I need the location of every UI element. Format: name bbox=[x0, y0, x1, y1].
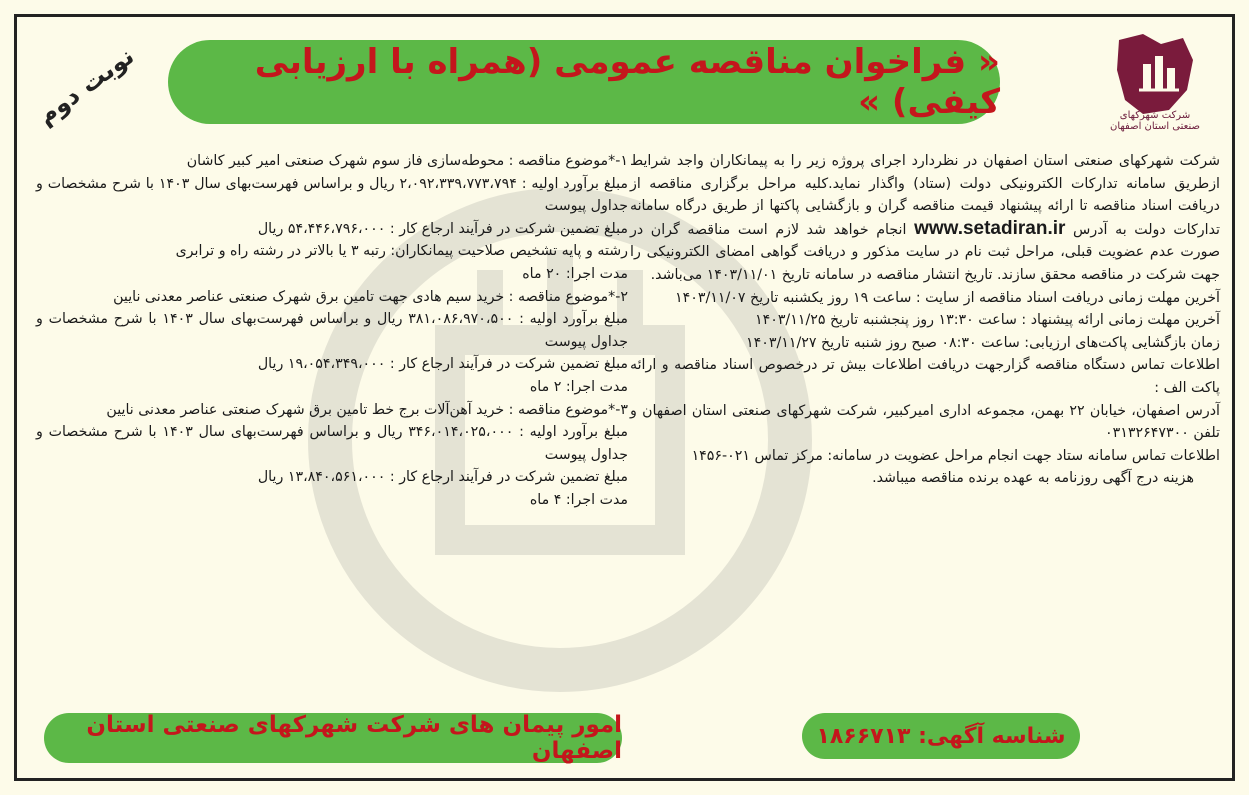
opening-time: زمان بازگشایی پاکت‌های ارزیابی: ساعت ۰۸:۳۰ صبح روز شنبه تاریخ ۱۴۰۳/۱۱/۲۷ bbox=[746, 334, 1220, 351]
intro-text-continued: انجام خواهد شد لازم است مناقصه گران در صورت عدم عضویت قبلی، مراحل ثبت نام در سایت مذکور و دریافت گواهی امضای الکترونیکی را جهت شرکت در مناقصه محقق سازند. تاریخ انتشار مناقصه در سامانه تاریخ ۱۴۰۳/۱۱/۰۱ می‌باشد. bbox=[630, 221, 1220, 283]
ad-id-banner bbox=[802, 713, 1080, 759]
right-column bbox=[630, 150, 1220, 490]
department-name: امور پیمان های شرکت شهرکهای صنعتی استان اصفهان bbox=[86, 712, 622, 764]
setad-contact: اطلاعات تماس سامانه ستاد جهت انجام مراحل عضویت در سامانه: مرکز تماس ۰۲۱-۱۴۵۶ bbox=[691, 447, 1220, 464]
tender-line: مدت اجرا: ۲ ماه bbox=[529, 378, 628, 395]
tender-line: ۲-*موضوع مناقصه : خرید سیم هادی جهت تامین برق شهرک صنعتی عناصر معدنی نایین bbox=[113, 288, 628, 305]
round-label: نوبت دوم bbox=[32, 41, 140, 131]
department-banner bbox=[44, 713, 622, 763]
company-logo bbox=[1113, 30, 1197, 120]
ad-id: شناسه آگهی: ۱۸۶۶۷۱۳ bbox=[816, 723, 1066, 749]
tender-line: مبلغ تضمین شرکت در فرآیند ارجاع کار : ۱۹،۰۵۴،۳۴۹،۰۰۰ ریال bbox=[257, 356, 628, 373]
tender-line: ۱-*موضوع مناقصه : محوطه‌سازی فاز سوم شهرک صنعتی امیر کبیر کاشان bbox=[186, 153, 628, 169]
tender-line: مبلغ برآورد اولیه : ۳۴۶،۰۱۴،۰۲۵،۰۰۰ ریال و براساس فهرست‌بهای سال ۱۴۰۳ با شرح مشخصات و جداول پیوست bbox=[36, 424, 628, 463]
title-banner bbox=[168, 40, 1000, 124]
offer-deadline: آخرین مهلت زمانی ارائه پیشنهاد : ساعت ۱۳:۳۰ روز پنجشنبه تاریخ ۱۴۰۳/۱۱/۲۵ bbox=[754, 312, 1220, 329]
address: آدرس اصفهان، خیابان ۲۲ بهمن، مجموعه اداری امیرکبیر، شرکت شهرکهای صنعتی استان اصفهان و تلفن ۰۳۱۳۲۶۴۷۳۰۰ bbox=[630, 402, 1220, 442]
page-title: « فراخوان مناقصه عمومی (همراه با ارزیابی کیفی) » bbox=[254, 42, 1000, 122]
tender-line: مدت اجرا: ۲۰ ماه bbox=[522, 265, 628, 282]
tender-line: مدت اجرا: ۴ ماه bbox=[529, 491, 628, 508]
tender-line: مبلغ برآورد اولیه : ۳۸۱،۰۸۶،۹۷۰،۵۰۰ ریال و براساس فهرست‌بهای سال ۱۴۰۳ با شرح مشخصات و جداول پیوست bbox=[36, 311, 628, 350]
contact-info: اطلاعات تماس دستگاه مناقصه گزارجهت دریافت اطلاعات بیش تر درخصوص اسناد مناقصه و ارائه پاکت الف : bbox=[630, 357, 1220, 396]
tender-line: مبلغ برآورد اولیه : ۲،۰۹۲،۳۳۹،۷۷۳،۷۹۴ ریال و براساس فهرست‌بهای سال ۱۴۰۳ با شرح مشخصات و جداول پیوست bbox=[36, 175, 628, 215]
intro-text: شرکت شهرکهای صنعتی استان اصفهان در نظردارد اجرای پروژه زیر را به پیمانکاران واجد شرایط ازطریق سامانه تدارکات الکترونیکی دولت (ستاد) واگذار نماید.کلیه مراحل برگزاری مناقصه از دریافت اسناد مناقصه تا ارائه پیشنهاد قیمت مناقصه گران و بازگشایی پاکتها از طریق درگاه سامانه تدارکات دولت به آدرس bbox=[630, 153, 1220, 238]
left-column bbox=[36, 150, 628, 512]
setad-url[interactable]: www.setadiran.ir bbox=[914, 217, 1066, 239]
logo-caption: شرکت شهرکهای صنعتی استان اصفهان bbox=[1110, 110, 1200, 132]
ad-cost-note: هزینه درج آگهی روزنامه به عهده برنده مناقصه میباشد. bbox=[872, 470, 1194, 487]
doc-deadline: آخرین مهلت زمانی دریافت اسناد مناقصه از سایت : ساعت ۱۹ روز یکشنبه تاریخ ۱۴۰۳/۱۱/۰۷ bbox=[675, 289, 1220, 306]
tender-line: ۳-*موضوع مناقصه : خرید آهن‌آلات برج خط تامین برق شهرک صنعتی عناصر معدنی نایین bbox=[106, 401, 628, 418]
tender-line: رشته و پایه تشخیص صلاحیت پیمانکاران: رتبه ۳ یا بالاتر در رشته راه و ترابری bbox=[175, 243, 628, 260]
intro-paragraph bbox=[630, 150, 1220, 287]
tender-line: مبلغ تضمین شرکت در فرآیند ارجاع کار : ۱۳،۸۴۰،۵۶۱،۰۰۰ ریال bbox=[257, 469, 628, 486]
tender-line: مبلغ تضمین شرکت در فرآیند ارجاع کار : ۵۴،۴۴۶،۷۹۶،۰۰۰ ریال bbox=[257, 220, 628, 237]
